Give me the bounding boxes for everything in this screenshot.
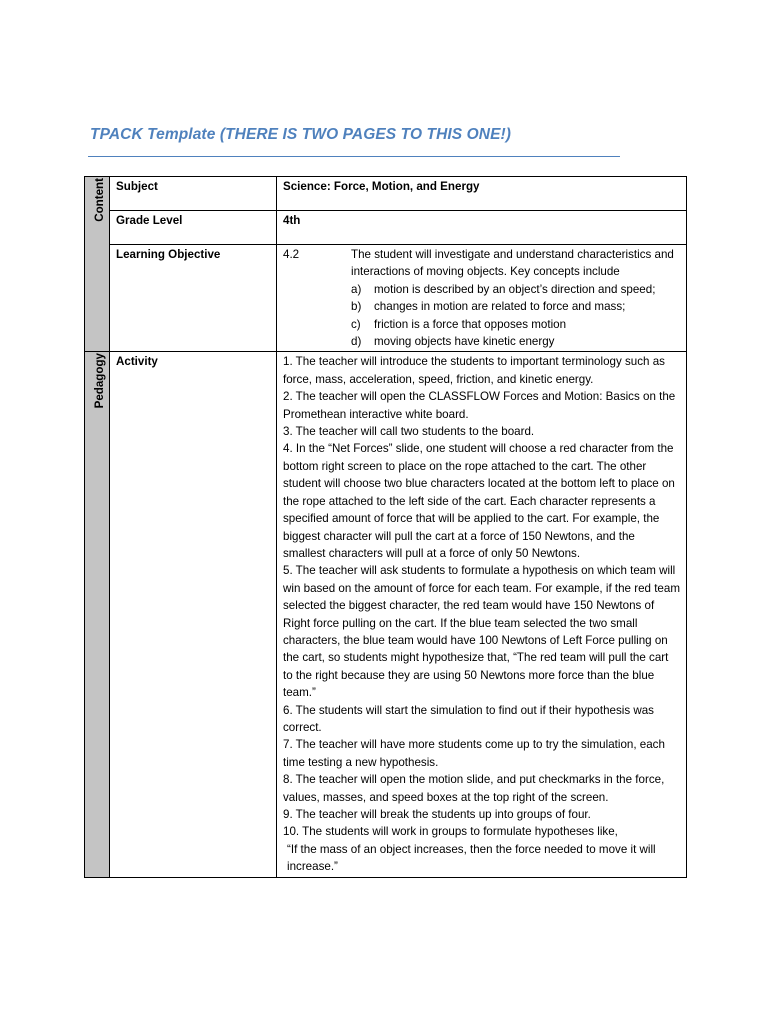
grade-level-label: Grade Level bbox=[110, 211, 277, 245]
subject-label: Subject bbox=[110, 177, 277, 211]
tpack-table bbox=[84, 176, 687, 878]
activity-step: 1. The teacher will introduce the students to important terminology such as force, mass, acceleration, speed, friction, and kinetic energy. bbox=[283, 355, 665, 386]
pedagogy-section-cell bbox=[85, 352, 110, 877]
learning-objective-row bbox=[85, 245, 687, 352]
activity-step: 9. The teacher will break the students up into groups of four. bbox=[283, 808, 591, 821]
activity-label: Activity bbox=[110, 352, 277, 877]
activity-step: 3. The teacher will call two students to the board. bbox=[283, 425, 535, 439]
activity-step: 5. The teacher will ask students to formulate a hypothesis on which team will win based on the amount of force for each team. For example, if the red team selected the biggest character, the red team would have 150 Newtons of Right force pulling on the cart. If the blue team selected the two small characters, the blue team would have 100 Newtons of Left Force pulling on the cart, so students might hypothesize that, “The red team will pull the cart to the right because they are using 50 Newtons more force than the blue team.” bbox=[283, 564, 680, 700]
activity-content bbox=[277, 352, 687, 877]
list-item: b) changes in motion are related to force and mass; bbox=[351, 300, 626, 314]
list-item: c) friction is a force that opposes motion bbox=[351, 317, 567, 331]
document-title: TPACK Template (THERE IS TWO PAGES TO THIS ONE!) bbox=[90, 126, 512, 143]
activity-row bbox=[85, 352, 687, 877]
activity-step: 8. The teacher will open the motion slide, and put checkmarks in the force, values, masses, and speed boxes at the top right of the screen. bbox=[283, 773, 665, 804]
objective-key-concepts bbox=[283, 281, 680, 351]
list-item: a) motion is described by an object’s direction and speed; bbox=[351, 282, 656, 296]
pedagogy-section-label: Pedagogy bbox=[93, 353, 106, 409]
learning-objective-content bbox=[277, 245, 687, 352]
activity-step: “If the mass of an object increases, then the force needed to move it will increase.” bbox=[287, 842, 656, 874]
activity-step: 4. In the “Net Forces” slide, one student will choose a red character from the bottom right screen to place on the rope attached to the cart. The other student will choose two blue characters located at the bottom left to place on the rope attached to the left side of the cart. Each character represents a specified amount of force that will be applied to the cart. For example, the biggest character will pull the cart at a force of 150 Newtons, and the smallest characters will pull at a force of only 50 Newtons. bbox=[283, 442, 675, 560]
list-item: d) moving objects have kinetic energy bbox=[351, 335, 555, 349]
activity-step: 7. The teacher will have more students come up to try the simulation, each time testing a new hypothesis. bbox=[283, 738, 665, 769]
activity-step: 2. The teacher will open the CLASSFLOW Forces and Motion: Basics on the Promethean interactive white board. bbox=[283, 390, 676, 421]
content-section-cell bbox=[85, 177, 110, 352]
activity-step: 10. The students will work in groups to formulate hypotheses like, bbox=[283, 825, 618, 839]
learning-objective-label: Learning Objective bbox=[110, 245, 277, 352]
grade-level-row bbox=[85, 211, 687, 245]
grade-level-value: 4th bbox=[277, 211, 687, 245]
objective-intro: The student will investigate and understand characteristics and interactions of moving objects. Key concepts include bbox=[351, 248, 674, 279]
subject-value: Science: Force, Motion, and Energy bbox=[277, 177, 687, 211]
content-section-label: Content bbox=[93, 178, 106, 222]
subject-row bbox=[85, 177, 687, 211]
activity-step: 6. The students will start the simulation to find out if their hypothesis was correct. bbox=[283, 703, 654, 734]
title-underline bbox=[88, 156, 620, 157]
objective-number: 4.2 bbox=[283, 248, 300, 261]
